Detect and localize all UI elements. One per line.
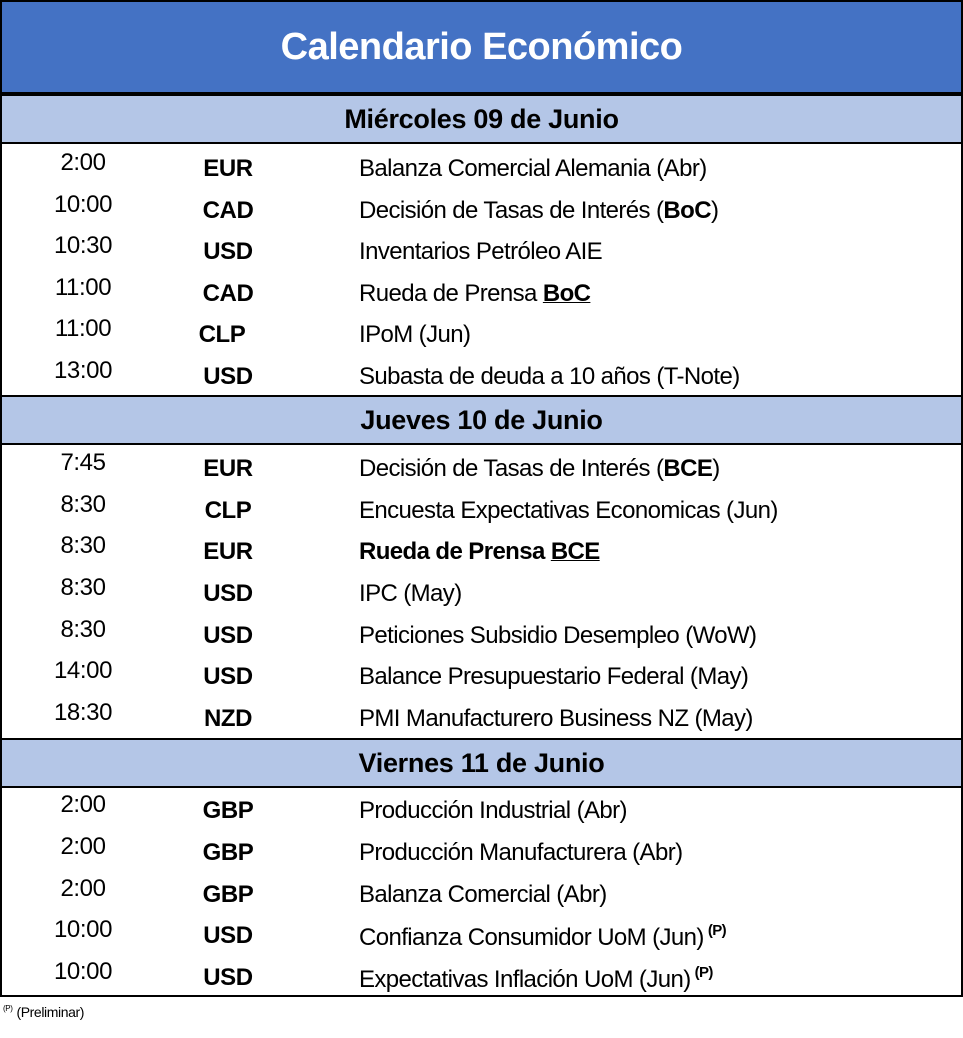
event-time: 8:30 bbox=[60, 491, 106, 518]
event-row bbox=[2, 657, 961, 698]
day-header: Miércoles 09 de Junio bbox=[2, 94, 961, 144]
central-bank-link[interactable]: BCE bbox=[550, 538, 600, 565]
day-header: Viernes 11 de Junio bbox=[2, 738, 961, 788]
event-time: 2:00 bbox=[60, 149, 106, 176]
event-row bbox=[2, 449, 961, 490]
event-time: 10:30 bbox=[53, 232, 113, 259]
central-bank-label: BCE bbox=[663, 455, 713, 482]
event-row bbox=[2, 315, 961, 356]
event-currency: USD bbox=[203, 363, 253, 390]
event-description: Decisión de Tasas de Interés (BCE) bbox=[359, 455, 720, 482]
preliminary-mark: (P) bbox=[707, 922, 727, 939]
event-description: Inventarios Petróleo AIE bbox=[359, 238, 603, 265]
event-currency: USD bbox=[203, 663, 253, 690]
event-row bbox=[2, 875, 961, 916]
event-description: Balance Presupuestario Federal (May) bbox=[359, 663, 749, 690]
event-currency: CLP bbox=[204, 497, 252, 524]
event-description: Balanza Comercial (Abr) bbox=[359, 881, 607, 908]
event-time: 10:00 bbox=[53, 916, 113, 943]
preliminary-mark: (P) bbox=[694, 964, 713, 981]
event-row bbox=[2, 958, 961, 999]
event-description: Rueda de Prensa BoC bbox=[359, 280, 591, 307]
event-row bbox=[2, 833, 961, 874]
event-time: 13:00 bbox=[53, 357, 113, 384]
event-time: 2:00 bbox=[60, 833, 106, 860]
event-row bbox=[2, 616, 961, 657]
event-currency: GBP bbox=[202, 881, 254, 908]
event-row bbox=[2, 532, 961, 573]
event-row bbox=[2, 791, 961, 832]
event-time: 8:30 bbox=[60, 574, 106, 601]
event-time: 11:00 bbox=[54, 274, 112, 301]
event-description: Subasta de deuda a 10 años (T-Note) bbox=[359, 363, 740, 390]
event-row bbox=[2, 232, 961, 273]
event-time: 8:30 bbox=[60, 616, 106, 643]
event-time: 10:00 bbox=[53, 958, 113, 985]
event-row bbox=[2, 274, 961, 315]
event-currency: CAD bbox=[202, 280, 254, 307]
event-currency: GBP bbox=[202, 797, 254, 824]
page-title: Calendario Económico bbox=[2, 2, 961, 94]
event-description: Peticiones Subsidio Desempleo (WoW) bbox=[359, 622, 757, 649]
event-currency: EUR bbox=[203, 155, 253, 182]
event-time: 2:00 bbox=[60, 875, 106, 902]
event-currency: USD bbox=[203, 580, 253, 607]
event-description: IPoM (Jun) bbox=[359, 321, 471, 348]
footnote-text: (Preliminar) bbox=[16, 1004, 85, 1020]
event-time: 18:30 bbox=[53, 699, 113, 726]
footnote bbox=[3, 1004, 84, 1020]
event-currency: USD bbox=[203, 238, 253, 265]
event-description: Decisión de Tasas de Interés (BoC) bbox=[359, 197, 719, 224]
event-row bbox=[2, 916, 961, 957]
event-description: Expectativas Inflación UoM (Jun) $^{(P)}$ bbox=[359, 964, 713, 993]
event-row bbox=[2, 357, 961, 398]
event-row bbox=[2, 491, 961, 532]
footnote-mark: (P) bbox=[3, 1004, 13, 1013]
event-currency: EUR bbox=[203, 455, 253, 482]
event-time: 8:30 bbox=[60, 532, 106, 559]
event-description: Producción Industrial (Abr) bbox=[359, 797, 627, 824]
event-row bbox=[2, 574, 961, 615]
day-header: Jueves 10 de Junio bbox=[2, 395, 961, 445]
event-description: Rueda de Prensa BCE bbox=[359, 538, 600, 565]
event-row bbox=[2, 149, 961, 190]
event-currency: EUR bbox=[203, 538, 253, 565]
event-description: Producción Manufacturera (Abr) bbox=[359, 839, 683, 866]
event-description: Encuesta Expectativas Economicas (Jun) bbox=[359, 497, 778, 524]
event-row bbox=[2, 191, 961, 232]
event-time: 10:00 bbox=[53, 191, 113, 218]
event-currency: USD bbox=[203, 622, 253, 649]
central-bank-link[interactable]: BoC bbox=[542, 280, 591, 307]
event-time: 7:45 bbox=[60, 449, 106, 476]
event-time: 14:00 bbox=[53, 657, 113, 684]
event-currency: CAD bbox=[202, 197, 254, 224]
event-currency: CLP bbox=[198, 321, 246, 348]
event-currency: USD bbox=[203, 964, 253, 991]
event-currency: GBP bbox=[202, 839, 254, 866]
event-currency: USD bbox=[203, 922, 253, 949]
event-description: PMI Manufacturero Business NZ (May) bbox=[359, 705, 753, 732]
event-time: 11:00 bbox=[54, 315, 112, 342]
event-currency: NZD bbox=[203, 705, 253, 732]
central-bank-label: BoC bbox=[663, 197, 711, 224]
event-row bbox=[2, 699, 961, 740]
event-description: Confianza Consumidor UoM (Jun) $^{(P)}$ bbox=[359, 922, 727, 951]
event-description: IPC (May) bbox=[359, 580, 462, 607]
event-time: 2:00 bbox=[60, 791, 106, 818]
event-description: Balanza Comercial Alemania (Abr) bbox=[359, 155, 707, 182]
